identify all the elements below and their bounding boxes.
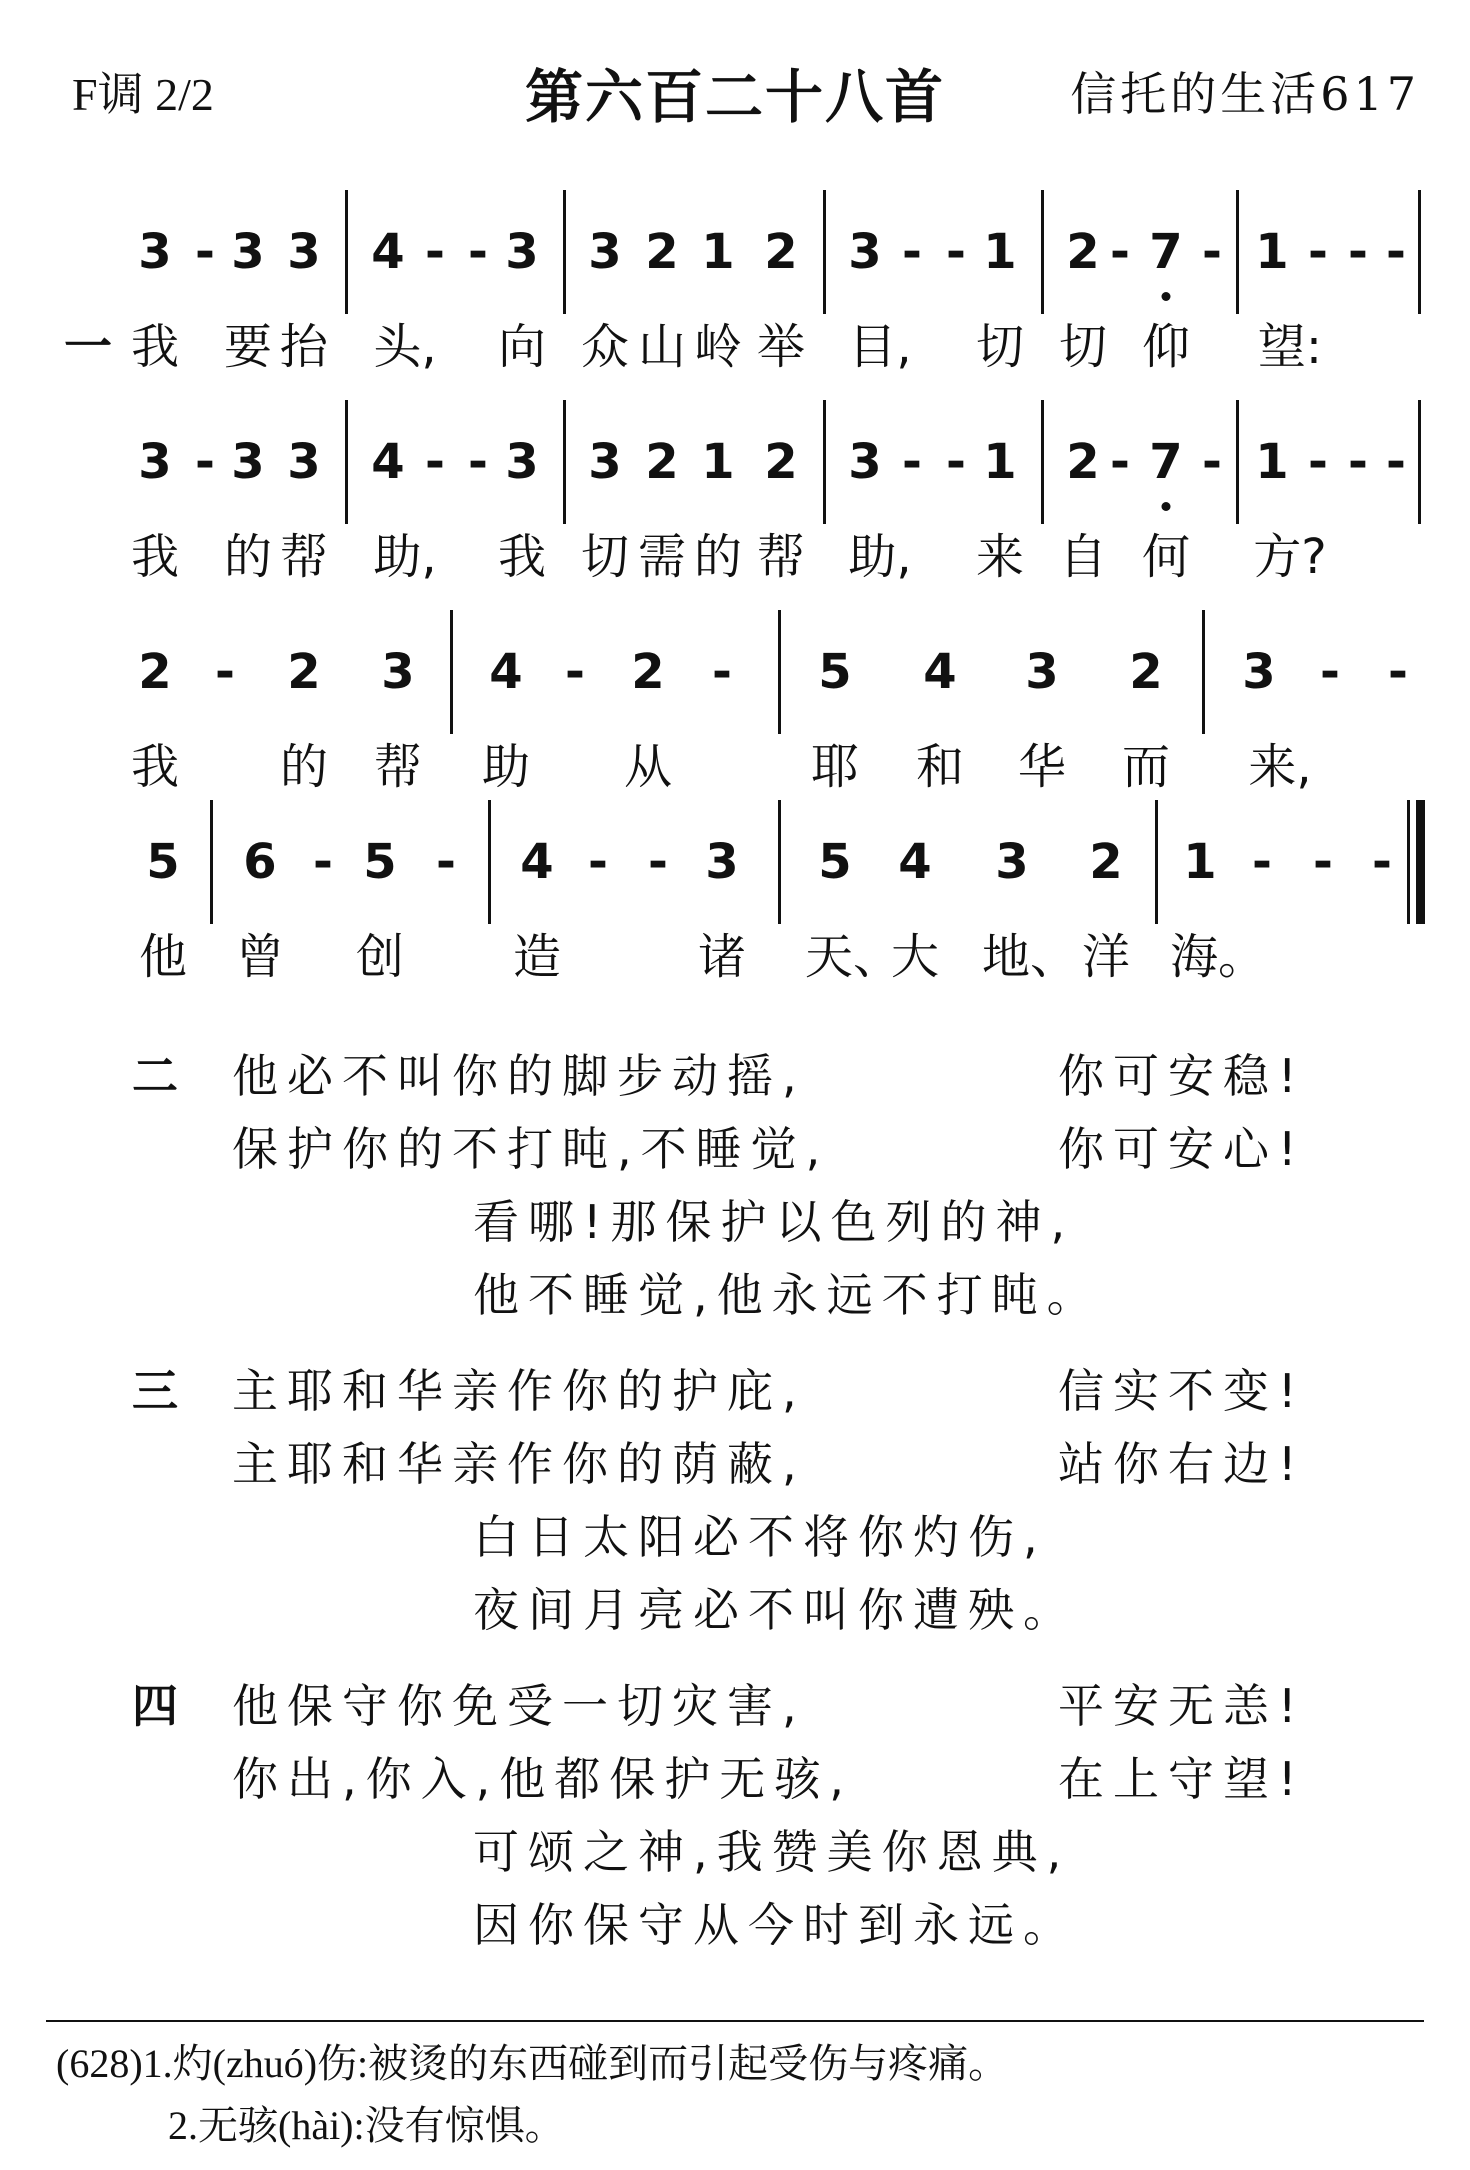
verse-line: 他保守你免受一切灾害, bbox=[232, 1679, 806, 1733]
lyric: 要 bbox=[223, 319, 273, 375]
note: 3 bbox=[231, 434, 265, 490]
note: 4 bbox=[371, 224, 405, 280]
note: 4 bbox=[520, 834, 554, 890]
note: - bbox=[1110, 434, 1130, 490]
note: 7 bbox=[1149, 434, 1183, 490]
barline bbox=[1418, 190, 1421, 314]
note: - bbox=[468, 434, 488, 490]
note: 2 bbox=[645, 224, 679, 280]
key-signature: F调 2/2 bbox=[72, 69, 214, 120]
note: 2 bbox=[1089, 834, 1123, 890]
lyric: 切 bbox=[975, 319, 1025, 375]
note: 2 bbox=[764, 434, 798, 490]
note: - bbox=[425, 434, 445, 490]
barline bbox=[1236, 400, 1239, 524]
note: 3 bbox=[381, 644, 415, 700]
staff-3 bbox=[0, 622, 1470, 812]
barline bbox=[778, 800, 781, 924]
lyric: 帮 bbox=[373, 739, 423, 795]
note: 1 bbox=[983, 434, 1017, 490]
note: - bbox=[946, 224, 966, 280]
note: 1 bbox=[1255, 434, 1289, 490]
verse-line-end: 平安无恙! bbox=[1058, 1679, 1306, 1733]
verse-line: 你出,你入,他都保护无骇, bbox=[232, 1752, 853, 1806]
lyric: 何 bbox=[1141, 529, 1191, 585]
verse-line: 保护你的不打盹,不睡觉, bbox=[232, 1122, 830, 1176]
staff-2 bbox=[0, 412, 1470, 602]
lyric: 从 bbox=[623, 739, 673, 795]
verse-line: 因你保守从今时到永远。 bbox=[473, 1898, 1078, 1952]
lyric: 创 bbox=[355, 929, 405, 985]
note: - bbox=[1386, 224, 1406, 280]
lyric: 切 bbox=[580, 529, 630, 585]
note: 1 bbox=[983, 224, 1017, 280]
lyric: 华 bbox=[1017, 739, 1067, 795]
lyric: 大 bbox=[890, 929, 940, 985]
final-barline-thick bbox=[1416, 800, 1425, 924]
note: 5 bbox=[146, 834, 180, 890]
note: - bbox=[1313, 834, 1333, 890]
barline bbox=[1418, 400, 1421, 524]
note: - bbox=[215, 644, 235, 700]
note: 4 bbox=[489, 644, 523, 700]
lyric: 诸 bbox=[697, 929, 747, 985]
note: - bbox=[1252, 834, 1272, 890]
barline bbox=[488, 800, 491, 924]
note: 1 bbox=[701, 434, 735, 490]
note: 3 bbox=[287, 434, 321, 490]
verse-4 bbox=[0, 1670, 1470, 1962]
note: - bbox=[1202, 224, 1222, 280]
barline bbox=[1155, 800, 1158, 924]
note: - bbox=[1110, 224, 1130, 280]
note: 5 bbox=[818, 834, 852, 890]
lyric: 助 bbox=[481, 739, 531, 795]
lyric: 我 bbox=[130, 739, 180, 795]
lyric: 他 bbox=[138, 929, 188, 985]
footnote-1: (628)1.灼(zhuó)伤:被烫的东西碰到而引起受伤与疼痛。 bbox=[56, 2041, 1009, 2086]
note: 2 bbox=[1129, 644, 1163, 700]
barline bbox=[778, 610, 781, 734]
lyric: 目, bbox=[848, 319, 912, 375]
note: 2 bbox=[645, 434, 679, 490]
lyric: 自 bbox=[1058, 529, 1108, 585]
lyric: 头, bbox=[373, 319, 437, 375]
note: - bbox=[1320, 644, 1340, 700]
note: - bbox=[902, 224, 922, 280]
note: - bbox=[195, 434, 215, 490]
note: 3 bbox=[505, 224, 539, 280]
barline bbox=[1041, 190, 1044, 314]
note: - bbox=[1308, 434, 1328, 490]
lyric: 的 bbox=[279, 739, 329, 795]
lyric: 方? bbox=[1253, 529, 1327, 585]
verse-3 bbox=[0, 1355, 1470, 1647]
lyric: 耶 bbox=[810, 739, 860, 795]
note: 4 bbox=[371, 434, 405, 490]
barline bbox=[345, 190, 348, 314]
verse-label: 二 bbox=[132, 1049, 178, 1103]
barline bbox=[210, 800, 213, 924]
note: 3 bbox=[705, 834, 739, 890]
barline bbox=[1236, 190, 1239, 314]
lyric: 仰 bbox=[1141, 319, 1191, 375]
verse-label: 四 bbox=[132, 1679, 178, 1733]
lyric: 天、 bbox=[804, 929, 902, 985]
lyric: 帮 bbox=[756, 529, 806, 585]
note: 1 bbox=[701, 224, 735, 280]
lyric: 举 bbox=[756, 319, 806, 375]
note: - bbox=[1386, 434, 1406, 490]
verse-label: 三 bbox=[132, 1364, 178, 1418]
barline bbox=[450, 610, 453, 734]
lyric: 的 bbox=[223, 529, 273, 585]
note: - bbox=[648, 834, 668, 890]
barline bbox=[1202, 610, 1205, 734]
lyric: 抬 bbox=[279, 319, 329, 375]
hymn-title: 第六百二十八首 bbox=[524, 63, 945, 131]
note: - bbox=[468, 224, 488, 280]
note: 4 bbox=[898, 834, 932, 890]
lyric: 海。 bbox=[1169, 929, 1267, 985]
note: 3 bbox=[588, 224, 622, 280]
note: 3 bbox=[287, 224, 321, 280]
note: - bbox=[1372, 834, 1392, 890]
note: 2 bbox=[1066, 434, 1100, 490]
note: - bbox=[436, 834, 456, 890]
note: - bbox=[313, 834, 333, 890]
lyric: 望: bbox=[1257, 319, 1323, 375]
note: - bbox=[1348, 434, 1368, 490]
note: 2 bbox=[1066, 224, 1100, 280]
verse-line: 可颂之神,我赞美你恩典, bbox=[473, 1825, 1071, 1879]
final-barline-thin bbox=[1407, 800, 1410, 924]
verse-line: 他不睡觉,他永远不打盹。 bbox=[473, 1268, 1102, 1322]
verse-line-end: 在上守望! bbox=[1058, 1752, 1306, 1806]
note: - bbox=[425, 224, 445, 280]
note: 1 bbox=[1255, 224, 1289, 280]
note: 4 bbox=[923, 644, 957, 700]
note: 2 bbox=[631, 644, 665, 700]
verse-line-end: 信实不变! bbox=[1058, 1364, 1306, 1418]
lyric: 来 bbox=[975, 529, 1025, 585]
verse-line-end: 站你右边! bbox=[1058, 1437, 1306, 1491]
verse-line: 主耶和华亲作你的荫蔽, bbox=[232, 1437, 806, 1491]
lyric: 我 bbox=[497, 529, 547, 585]
note: - bbox=[1202, 434, 1222, 490]
note: - bbox=[565, 644, 585, 700]
note: 5 bbox=[363, 834, 397, 890]
staff-4 bbox=[0, 812, 1470, 1002]
lyric: 山 bbox=[637, 319, 687, 375]
note: - bbox=[588, 834, 608, 890]
verse-line: 夜间月亮必不叫你遭殃。 bbox=[473, 1583, 1078, 1637]
lyric: 我 bbox=[130, 319, 180, 375]
note: 2 bbox=[287, 644, 321, 700]
lyric: 需 bbox=[637, 529, 687, 585]
lyric: 我 bbox=[130, 529, 180, 585]
lyric: 助, bbox=[373, 529, 437, 585]
lyric: 向 bbox=[497, 319, 547, 375]
barline bbox=[563, 190, 566, 314]
note: 3 bbox=[231, 224, 265, 280]
barline bbox=[1041, 400, 1044, 524]
note: - bbox=[946, 434, 966, 490]
lyric: 洋 bbox=[1081, 929, 1131, 985]
verse-line-end: 你可安心! bbox=[1058, 1122, 1306, 1176]
note: - bbox=[1348, 224, 1368, 280]
verse-line-end: 你可安稳! bbox=[1058, 1049, 1306, 1103]
note: 6 bbox=[243, 834, 277, 890]
note: 2 bbox=[764, 224, 798, 280]
note: 3 bbox=[138, 434, 172, 490]
footnote-2: 2.无骇(hài):没有惊惧。 bbox=[168, 2103, 565, 2148]
lyric: 帮 bbox=[279, 529, 329, 585]
verse-2 bbox=[0, 1040, 1470, 1332]
note: - bbox=[195, 224, 215, 280]
lyric: 而 bbox=[1121, 739, 1171, 795]
note: 3 bbox=[138, 224, 172, 280]
note: 3 bbox=[505, 434, 539, 490]
barline bbox=[823, 400, 826, 524]
lyric: 来, bbox=[1248, 739, 1312, 795]
staff-1 bbox=[0, 202, 1470, 392]
verse-number: 一 bbox=[63, 319, 113, 375]
lyric: 岭 bbox=[693, 319, 743, 375]
lyric: 和 bbox=[915, 739, 965, 795]
lyric: 切 bbox=[1058, 319, 1108, 375]
low-octave-dot bbox=[1162, 292, 1171, 301]
lyric: 助, bbox=[848, 529, 912, 585]
note: 1 bbox=[1183, 834, 1217, 890]
note: - bbox=[1308, 224, 1328, 280]
note: 3 bbox=[995, 834, 1029, 890]
barline bbox=[345, 400, 348, 524]
verse-line: 看哪!那保护以色列的神, bbox=[473, 1195, 1075, 1249]
note: - bbox=[1388, 644, 1408, 700]
note: 5 bbox=[818, 644, 852, 700]
note: 3 bbox=[848, 434, 882, 490]
hymn-category: 信托的生活617 bbox=[1070, 67, 1420, 121]
note: 3 bbox=[1242, 644, 1276, 700]
verse-line: 白日太阳必不将你灼伤, bbox=[473, 1510, 1047, 1564]
note: 3 bbox=[848, 224, 882, 280]
note: 3 bbox=[588, 434, 622, 490]
lyric: 众 bbox=[580, 319, 630, 375]
note: 3 bbox=[1025, 644, 1059, 700]
low-octave-dot bbox=[1162, 502, 1171, 511]
verse-line: 他必不叫你的脚步动摇, bbox=[232, 1049, 806, 1103]
lyric: 的 bbox=[693, 529, 743, 585]
barline bbox=[823, 190, 826, 314]
barline bbox=[563, 400, 566, 524]
note: 7 bbox=[1149, 224, 1183, 280]
lyric: 造 bbox=[512, 929, 562, 985]
footnote-divider bbox=[46, 2020, 1424, 2022]
note: - bbox=[902, 434, 922, 490]
note: 2 bbox=[138, 644, 172, 700]
verse-line: 主耶和华亲作你的护庇, bbox=[232, 1364, 806, 1418]
lyric: 地、 bbox=[981, 929, 1079, 985]
note: - bbox=[712, 644, 732, 700]
lyric: 曾 bbox=[235, 929, 285, 985]
